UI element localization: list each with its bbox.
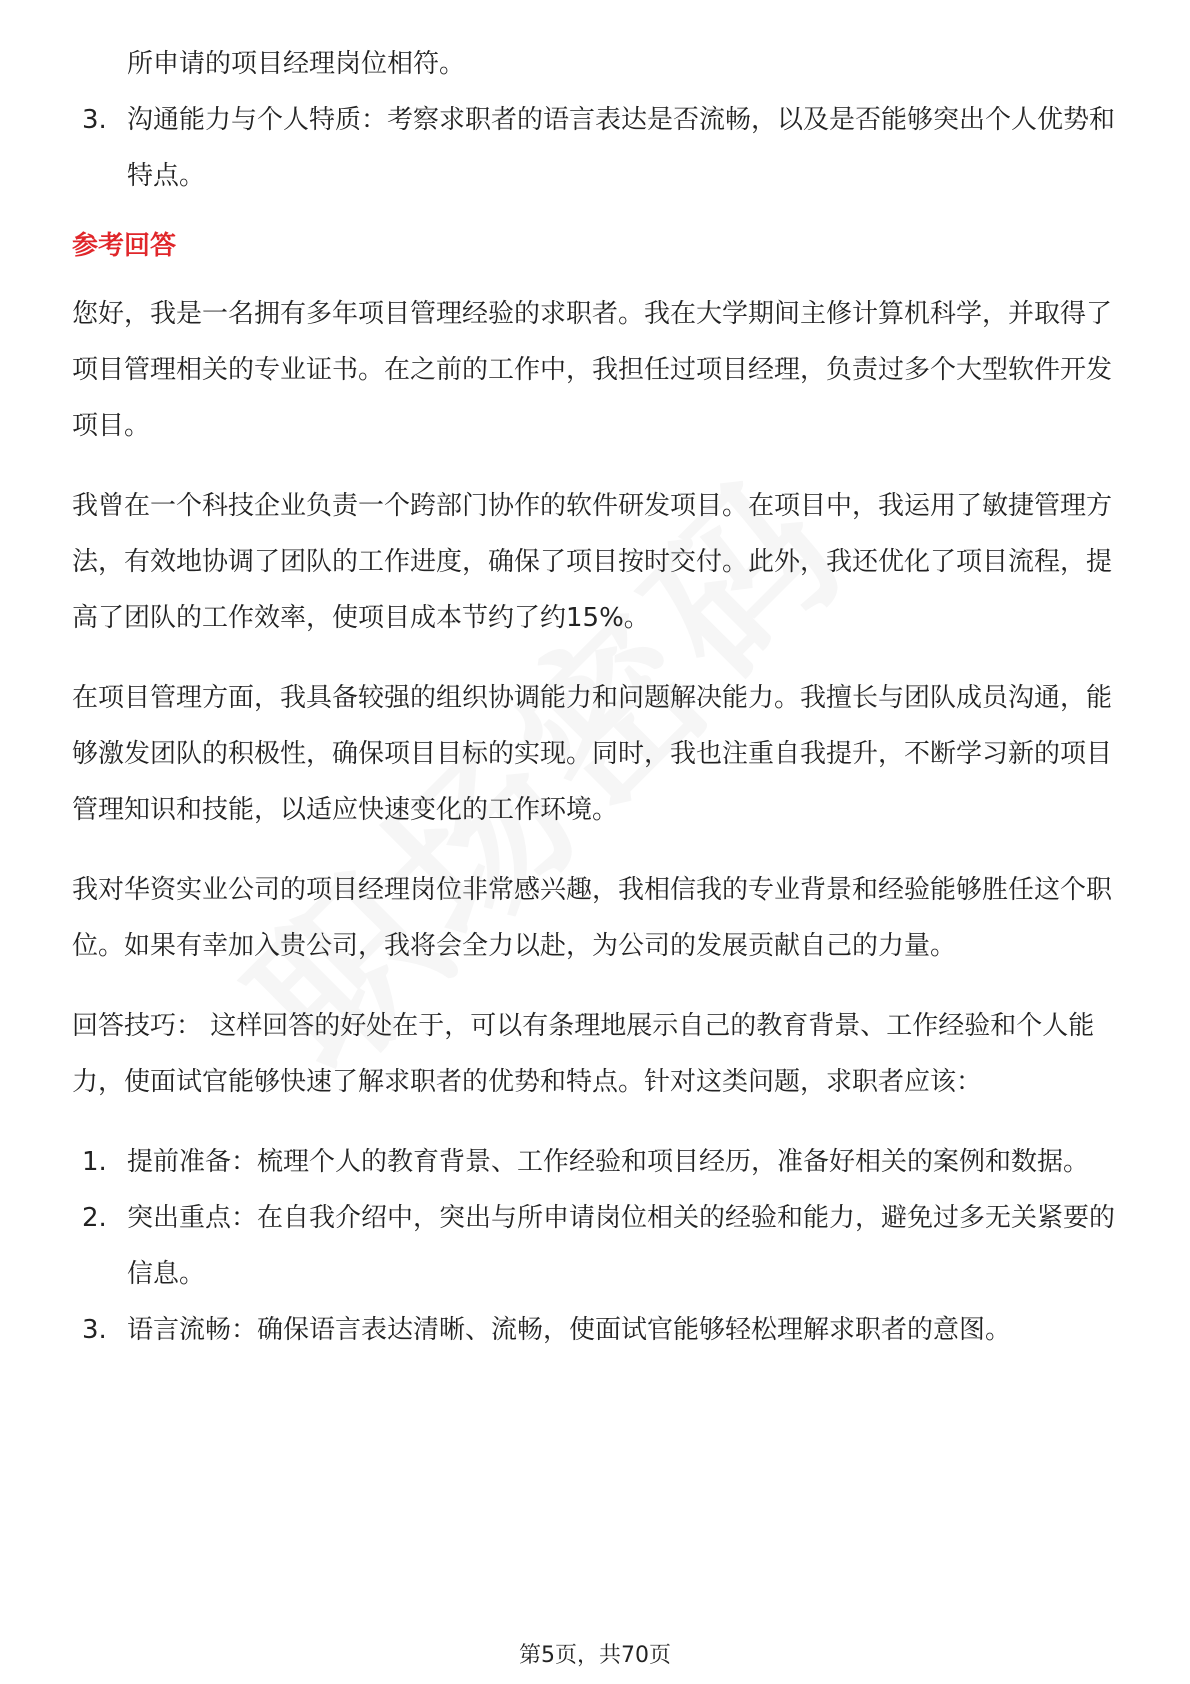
answer-paragraph: 我曾在一个科技企业负责一个跨部门协作的软件研发项目。在项目中，我运用了敏捷管理方法，有效地协调了团队的工作进度，确保了项目按时交付。此外，我还优化了项目流程，提高了团队的工作效率，使项目成本节约了约15%。: [72, 491, 1113, 633]
list-number: 2.: [82, 1203, 107, 1233]
page-number: 第5页，共70页: [519, 1643, 671, 1668]
answer-paragraph: 我对华资实业公司的项目经理岗位非常感兴趣，我相信我的专业背景和经验能够胜任这个职位。如果有幸加入贵公司，我将会全力以赴，为公司的发展贡献自己的力量。: [72, 875, 1113, 961]
list-item: [72, 1134, 1122, 1190]
document-body: [72, 36, 1122, 1358]
section-heading: 参考回答: [72, 231, 177, 261]
list-number: 3.: [82, 105, 107, 135]
list-item-text: 提前准备：梳理个人的教育背景、工作经验和项目经历，准备好相关的案例和数据。: [127, 1147, 1090, 1177]
list-number: 3.: [82, 1315, 107, 1345]
list-item-text: 沟通能力与个人特质：考察求职者的语言表达是否流畅，以及是否能够突出个人优势和特点。: [127, 105, 1116, 191]
list-item-text: 语言流畅：确保语言表达清晰、流畅，使面试官能够轻松理解求职者的意图。: [127, 1315, 1012, 1345]
answer-paragraph: 您好，我是一名拥有多年项目管理经验的求职者。我在大学期间主修计算机科学，并取得了项目管理相关的专业证书。在之前的工作中，我担任过项目经理，负责过多个大型软件开发项目。: [72, 299, 1113, 441]
list-item-continued: 所申请的项目经理岗位相符。: [127, 49, 466, 79]
answer-paragraph: 在项目管理方面，我具备较强的组织协调能力和问题解决能力。我擅长与团队成员沟通，能够激发团队的积极性，确保项目目标的实现。同时，我也注重自我提升，不断学习新的项目管理知识和技能，以适应快速变化的工作环境。: [72, 683, 1113, 825]
tips-paragraph: 回答技巧： 这样回答的好处在于，可以有条理地展示自己的教育背景、工作经验和个人能力，使面试官能够快速了解求职者的优势和特点。针对这类问题，求职者应该：: [72, 1011, 1095, 1097]
list-item: [72, 1302, 1122, 1358]
list-item: [72, 1190, 1122, 1302]
list-number: 1.: [82, 1147, 107, 1177]
criteria-list: [72, 92, 1122, 204]
list-item-text: 突出重点：在自我介绍中，突出与所申请岗位相关的经验和能力，避免过多无关紧要的信息。: [127, 1203, 1116, 1289]
list-item: [72, 92, 1122, 204]
tips-list: [72, 1134, 1122, 1358]
